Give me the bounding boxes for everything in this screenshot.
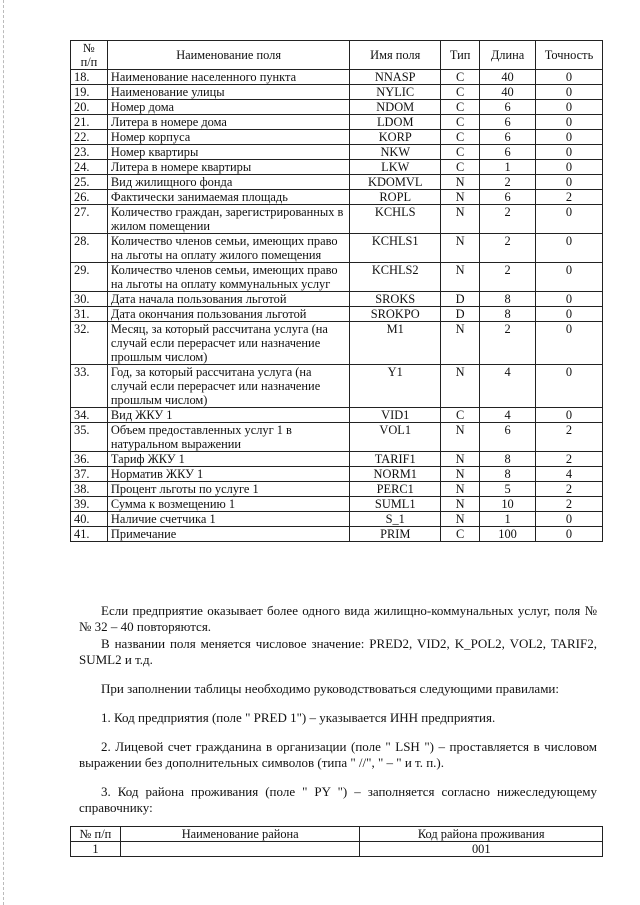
- cell-length: 100: [480, 527, 536, 542]
- cell-length: 4: [480, 408, 536, 423]
- cell-name: Литера в номере дома: [107, 115, 349, 130]
- cell-type: C: [441, 160, 480, 175]
- cell-field: KCHLS2: [350, 263, 441, 292]
- table-row: [71, 263, 603, 292]
- cell-num: 38.: [71, 482, 108, 497]
- table-row: [71, 423, 603, 452]
- cell-field: NORM1: [350, 467, 441, 482]
- cell-length: 8: [480, 467, 536, 482]
- cell-type: C: [441, 130, 480, 145]
- header-name: Наименование поля: [107, 41, 349, 70]
- cell-field: PERC1: [350, 482, 441, 497]
- cell-name: Наименование населенного пункта: [107, 70, 349, 85]
- cell-field: ROPL: [350, 190, 441, 205]
- table-row: [71, 115, 603, 130]
- cell-name: Номер корпуса: [107, 130, 349, 145]
- table-row: [71, 292, 603, 307]
- cell-num: 33.: [71, 365, 108, 408]
- cell-length: 6: [480, 130, 536, 145]
- cell-num: 24.: [71, 160, 108, 175]
- table-row: [71, 527, 603, 542]
- cell-precision: 4: [536, 467, 603, 482]
- cell-precision: 2: [536, 497, 603, 512]
- cell-precision: 2: [536, 190, 603, 205]
- cell-precision: 0: [536, 100, 603, 115]
- cell-field: VOL1: [350, 423, 441, 452]
- table-row: [71, 145, 603, 160]
- cell-field: TARIF1: [350, 452, 441, 467]
- cell-type: N: [441, 497, 480, 512]
- table-row: [71, 234, 603, 263]
- table-row: [71, 365, 603, 408]
- cell-type: C: [441, 527, 480, 542]
- cell-length: 2: [480, 322, 536, 365]
- cell-name: Примечание: [107, 527, 349, 542]
- cell-precision: 0: [536, 408, 603, 423]
- cell-precision: 0: [536, 85, 603, 100]
- cell-precision: 0: [536, 160, 603, 175]
- cell-name: Количество граждан, зарегистрированных в жилом помещении: [107, 205, 349, 234]
- cell-name: Вид ЖКУ 1: [107, 408, 349, 423]
- cell-name: Фактически занимаемая площадь: [107, 190, 349, 205]
- cell-num: 19.: [71, 85, 108, 100]
- cell-name: Процент льготы по услуге 1: [107, 482, 349, 497]
- cell-num: 20.: [71, 100, 108, 115]
- cell-field: SROKS: [350, 292, 441, 307]
- cell-type: D: [441, 292, 480, 307]
- cell-field: NKW: [350, 145, 441, 160]
- cell-field: NDOM: [350, 100, 441, 115]
- cell-length: 6: [480, 190, 536, 205]
- cell-type: C: [441, 85, 480, 100]
- cell-length: 6: [480, 145, 536, 160]
- table-row: [71, 452, 603, 467]
- cell-name: Номер квартиры: [107, 145, 349, 160]
- cell-length: 10: [480, 497, 536, 512]
- header-num: № п/п: [71, 41, 108, 70]
- table-row: [71, 85, 603, 100]
- cell-length: 2: [480, 205, 536, 234]
- cell-num: 30.: [71, 292, 108, 307]
- cell-name: Год, за который рассчитана услуга (на случай если перерасчет или назначение прошлым числом): [107, 365, 349, 408]
- cell-name: Номер дома: [107, 100, 349, 115]
- cell-field: SROKPO: [350, 307, 441, 322]
- cell-type: N: [441, 234, 480, 263]
- cell-length: 2: [480, 175, 536, 190]
- cell-name: Наличие счетчика 1: [107, 512, 349, 527]
- cell-name: Литера в номере квартиры: [107, 160, 349, 175]
- cell-length: 40: [480, 85, 536, 100]
- cell-precision: 0: [536, 307, 603, 322]
- cell-name: Дата начала пользования льготой: [107, 292, 349, 307]
- header-length: Длина: [480, 41, 536, 70]
- cell-field: KORP: [350, 130, 441, 145]
- paragraph-rules-intro: При заполнении таблицы необходимо руководствоваться следующими правилами:: [101, 681, 560, 696]
- cell-num: 23.: [71, 145, 108, 160]
- cell-length: 2: [480, 234, 536, 263]
- page-edge: [3, 0, 5, 905]
- cell-type: N: [441, 512, 480, 527]
- cell-length: 1: [480, 160, 536, 175]
- cell-length: 8: [480, 292, 536, 307]
- cell-field: VID1: [350, 408, 441, 423]
- cell-type: C: [441, 100, 480, 115]
- cell-type: C: [441, 145, 480, 160]
- header-field: Имя поля: [350, 41, 441, 70]
- cell-precision: 0: [536, 115, 603, 130]
- cell-type: N: [441, 482, 480, 497]
- cell-length: 8: [480, 307, 536, 322]
- cell-precision: 0: [536, 365, 603, 408]
- cell-field: LKW: [350, 160, 441, 175]
- cell-field: S_1: [350, 512, 441, 527]
- districts-header-name: Наименование района: [120, 827, 360, 842]
- cell-type: N: [441, 205, 480, 234]
- cell-num: 26.: [71, 190, 108, 205]
- table-row: [71, 70, 603, 85]
- districts-header-row: [71, 827, 603, 842]
- cell-name: Наименование улицы: [107, 85, 349, 100]
- cell-length: 8: [480, 452, 536, 467]
- cell-num: 27.: [71, 205, 108, 234]
- table-row: [71, 100, 603, 115]
- cell-field: NYLIC: [350, 85, 441, 100]
- cell-field: KCHLS1: [350, 234, 441, 263]
- cell-num: 28.: [71, 234, 108, 263]
- cell-type: N: [441, 175, 480, 190]
- cell-num: 39.: [71, 497, 108, 512]
- cell-field: PRIM: [350, 527, 441, 542]
- table-row: [71, 842, 603, 857]
- cell-num: 34.: [71, 408, 108, 423]
- cell-num: 37.: [71, 467, 108, 482]
- cell-length: 4: [480, 365, 536, 408]
- paragraph-rule-1: 1. Код предприятия (поле " PRED 1") – указывается ИНН предприятия.: [101, 710, 496, 725]
- cell-name: Вид жилищного фонда: [107, 175, 349, 190]
- table-row: [71, 497, 603, 512]
- cell-num: 18.: [71, 70, 108, 85]
- cell-precision: 2: [536, 452, 603, 467]
- cell-num: 41.: [71, 527, 108, 542]
- cell-type: C: [441, 115, 480, 130]
- cell-name: Количество членов семьи, имеющих право на льготы на оплату коммунальных услуг: [107, 263, 349, 292]
- paragraph-rule-3: 3. Код района проживания (поле " PY ") – заполняется согласно нижеследующему справочнику:: [79, 784, 597, 815]
- cell-type: N: [441, 365, 480, 408]
- table-row: [71, 175, 603, 190]
- cell-precision: 2: [536, 423, 603, 452]
- cell-length: 1: [480, 512, 536, 527]
- cell-type: N: [441, 263, 480, 292]
- cell-precision: 0: [536, 70, 603, 85]
- table-row: [71, 130, 603, 145]
- table-row: [71, 307, 603, 322]
- cell-type: N: [441, 467, 480, 482]
- district-cell-num: 1: [71, 842, 121, 857]
- table-row: [71, 512, 603, 527]
- cell-name: Норматив ЖКУ 1: [107, 467, 349, 482]
- cell-precision: 0: [536, 145, 603, 160]
- cell-type: N: [441, 423, 480, 452]
- cell-num: 40.: [71, 512, 108, 527]
- district-cell-code: 001: [360, 842, 603, 857]
- cell-name: Сумма к возмещению 1: [107, 497, 349, 512]
- cell-type: N: [441, 322, 480, 365]
- districts-table: [70, 826, 603, 857]
- cell-name: Объем предоставленных услуг 1 в натуральном выражении: [107, 423, 349, 452]
- cell-length: 6: [480, 115, 536, 130]
- cell-field: M1: [350, 322, 441, 365]
- districts-header-code: Код района проживания: [360, 827, 603, 842]
- cell-type: C: [441, 70, 480, 85]
- cell-num: 25.: [71, 175, 108, 190]
- cell-field: NNASP: [350, 70, 441, 85]
- cell-name: Дата окончания пользования льготой: [107, 307, 349, 322]
- cell-precision: 2: [536, 482, 603, 497]
- cell-name: Количество членов семьи, имеющих право на льготы на оплату жилого помещения: [107, 234, 349, 263]
- cell-precision: 0: [536, 234, 603, 263]
- table-row: [71, 205, 603, 234]
- cell-num: 32.: [71, 322, 108, 365]
- cell-field: KDOMVL: [350, 175, 441, 190]
- cell-num: 22.: [71, 130, 108, 145]
- cell-name: Тариф ЖКУ 1: [107, 452, 349, 467]
- paragraph-repeat-fields: Если предприятие оказывает более одного вида жилищно-коммунальных услуг, поля №№ 32 – 40 повторяются.: [79, 603, 597, 634]
- table-row: [71, 408, 603, 423]
- cell-type: N: [441, 190, 480, 205]
- cell-num: 29.: [71, 263, 108, 292]
- cell-num: 36.: [71, 452, 108, 467]
- cell-length: 40: [480, 70, 536, 85]
- cell-field: LDOM: [350, 115, 441, 130]
- paragraph-rule-2: 2. Лицевой счет гражданина в организации (поле " LSH ") – проставляется в числовом выражении без дополнительных символов (типа " //", " – " и т. п.).: [79, 739, 597, 770]
- table-row: [71, 190, 603, 205]
- cell-precision: 0: [536, 322, 603, 365]
- cell-field: Y1: [350, 365, 441, 408]
- table-row: [71, 482, 603, 497]
- cell-field: SUML1: [350, 497, 441, 512]
- cell-num: 21.: [71, 115, 108, 130]
- table-row: [71, 322, 603, 365]
- cell-precision: 0: [536, 263, 603, 292]
- cell-field: KCHLS: [350, 205, 441, 234]
- header-precision: Точность: [536, 41, 603, 70]
- header-type: Тип: [441, 41, 480, 70]
- cell-precision: 0: [536, 527, 603, 542]
- table-row: [71, 467, 603, 482]
- district-cell-name: [120, 842, 360, 857]
- cell-num: 31.: [71, 307, 108, 322]
- cell-length: 2: [480, 263, 536, 292]
- table-row: [71, 160, 603, 175]
- cell-type: D: [441, 307, 480, 322]
- cell-num: 35.: [71, 423, 108, 452]
- cell-type: C: [441, 408, 480, 423]
- cell-length: 5: [480, 482, 536, 497]
- districts-header-num: № п/п: [71, 827, 121, 842]
- cell-precision: 0: [536, 292, 603, 307]
- cell-precision: 0: [536, 205, 603, 234]
- cell-length: 6: [480, 423, 536, 452]
- cell-type: N: [441, 452, 480, 467]
- cell-precision: 0: [536, 130, 603, 145]
- fields-table: [70, 40, 603, 542]
- cell-length: 6: [480, 100, 536, 115]
- paragraph-field-naming: В названии поля меняется числовое значение: PRED2, VID2, K_POL2, VOL2, TARIF2, SUML2 и т.д.: [79, 636, 597, 667]
- cell-precision: 0: [536, 175, 603, 190]
- fields-header-row: [71, 41, 603, 70]
- cell-precision: 0: [536, 512, 603, 527]
- cell-name: Месяц, за который рассчитана услуга (на случай если перерасчет или назначение прошлым числом): [107, 322, 349, 365]
